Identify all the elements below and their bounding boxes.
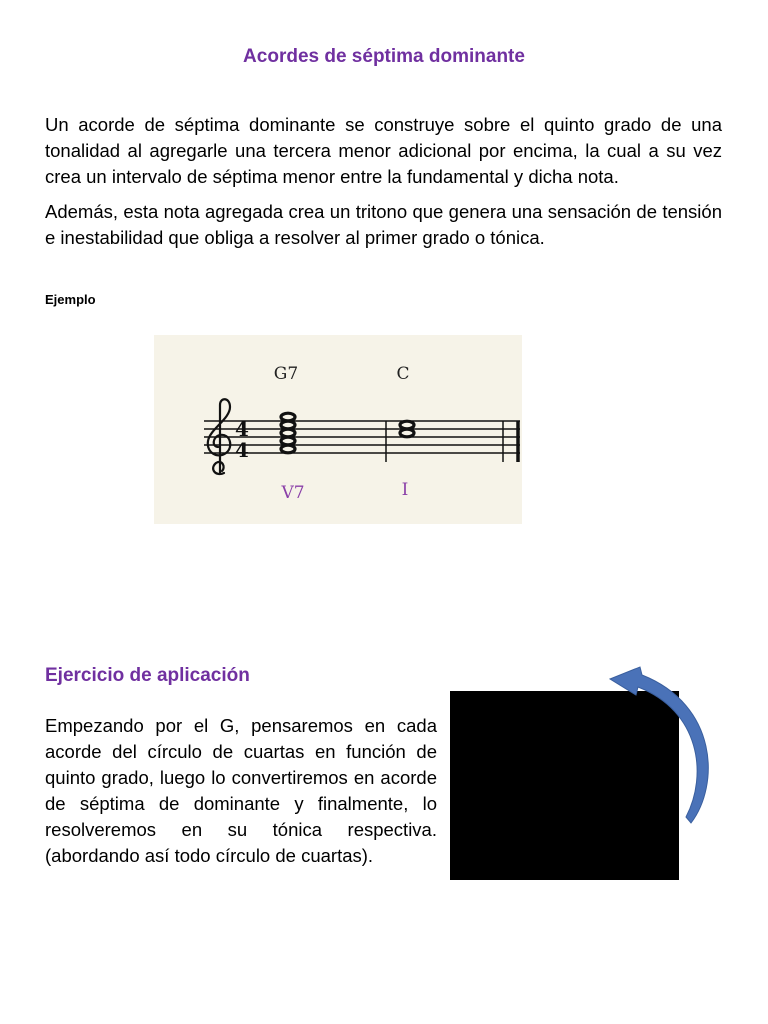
exercise-heading: Ejercicio de aplicación [45, 665, 250, 686]
exercise-paragraph: Empezando por el G, pensaremos en cada acorde del círculo de cuartas en función de quinto grado, luego lo convertiremos en acorde de séptima de dominante y finalmente, lo resolveremos en su tónica respectiva. (abordando así todo círculo de cuartas). [45, 715, 437, 866]
chord-symbol-g7: G7 [273, 364, 299, 384]
chord-symbol-c: C [396, 364, 410, 384]
degree-i: I [401, 480, 409, 500]
tritone-paragraph: Además, esta nota agregada crea un tritono que genera una sensación de tensión e inestabilidad que obliga a resolver al primer grado o tónica. [45, 201, 722, 248]
intro-paragraph: Un acorde de séptima dominante se construye sobre el quinto grado de una tonalidad al agregarle una tercera menor adicional por encima, la cual a su vez crea un intervalo de séptima menor entre la fundamental y dicha nota. [45, 114, 722, 187]
example-label: Ejemplo [45, 292, 96, 307]
degree-v7: V7 [281, 483, 305, 503]
music-score-example [154, 335, 522, 524]
curved-arrow-icon [600, 655, 725, 830]
page-title: Acordes de séptima dominante [243, 46, 525, 67]
time-signature-bottom: 4 [235, 438, 249, 462]
time-signature-top: 4 [235, 417, 249, 441]
